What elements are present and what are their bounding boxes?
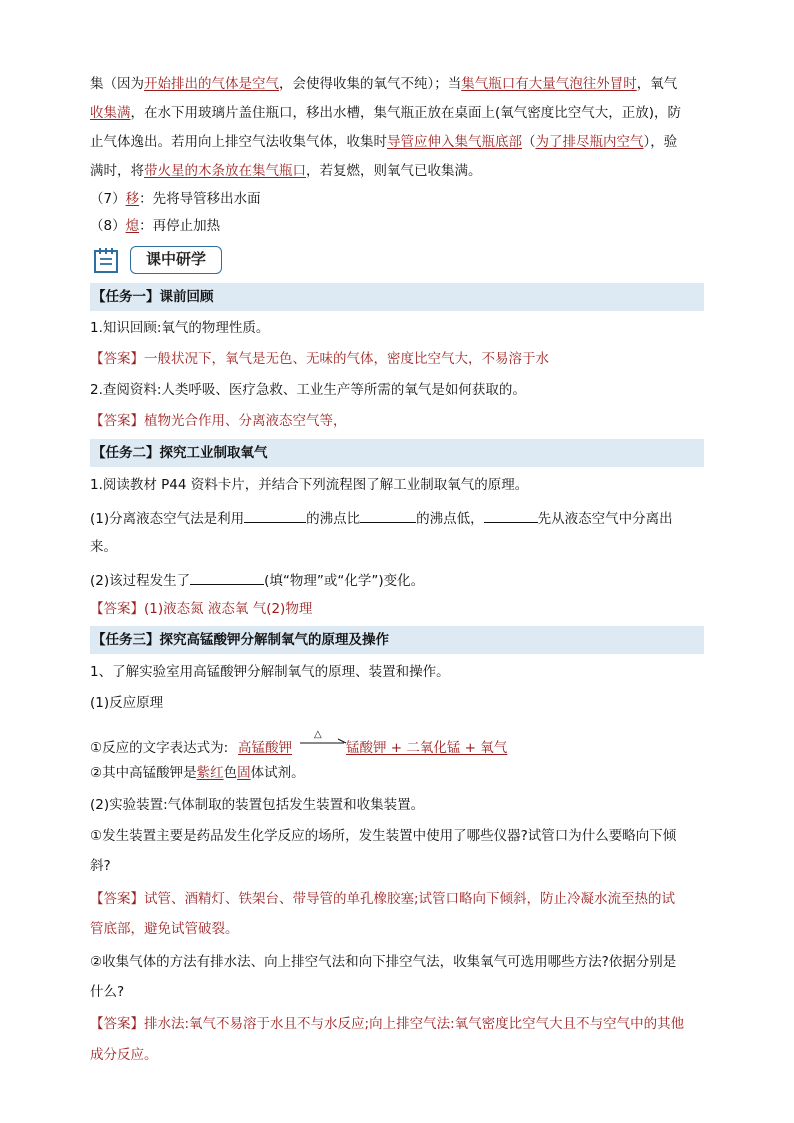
task-1-question-1: 1.知识回顾:氧气的物理性质。 [90, 320, 270, 336]
text: ，若复燃，则氧气已收集满。 [306, 163, 482, 179]
text: ，在水下用玻璃片盖住瓶口，移出水槽，集气瓶正放在桌面上(氧气密度比空气大，正放)，防 [130, 105, 682, 121]
section-title: 课中研学 [130, 246, 222, 274]
products: 锰酸钾 + 二氧化锰 + 氧气 [346, 740, 508, 756]
text: 集（因为 [90, 76, 144, 92]
task-3-question-1: 1、了解实验室用高锰酸钾分解制氧气的原理、装置和操作。 [90, 664, 450, 680]
text: ，会使得收集的氧气不纯）；当 [279, 76, 462, 92]
fill-blank[interactable] [360, 510, 416, 523]
device-answer-cont: 管底部，避免试管破裂。 [90, 921, 239, 937]
task-1-header: 【任务一】课前回顾 [90, 283, 704, 311]
reaction-arrow-icon [300, 738, 348, 748]
task-1-answer-1: 【答案】一般状况下，氧气是无色、无味的气体，密度比空气大，不易溶于水 [90, 351, 549, 367]
step-8: （8）熄：再停止加热 [90, 218, 221, 234]
reaction-equation: ①反应的文字表达式为: 高锰酸钾 △ 锰酸钾 + 二氧化锰 + 氧气 [90, 729, 508, 756]
task-2-answer: 【答案】(1)液态氮 液态氧 气(2)物理 [90, 601, 313, 617]
reagent-description: ②其中高锰酸钾是紫红色固体试剂。 [90, 765, 305, 781]
task-2-question-1-2: (2)该过程发生了 (填“物理”或“化学”)变化。 [90, 573, 425, 589]
text: 满时，将 [90, 163, 144, 179]
highlight-text: 开始排出的气体是空气 [144, 76, 279, 92]
apparatus-heading: (2)实验装置:气体制取的装置包括发生装置和收集装置。 [90, 797, 425, 813]
text: ），验 [643, 134, 678, 150]
text: （ [522, 134, 536, 150]
device-answer: 【答案】试管、酒精灯、铁架台、带导管的单孔橡胶塞;试管口略向下倾斜，防止冷凝水流至热的试 [90, 891, 676, 907]
collection-answer-cont: 成分反应。 [90, 1047, 158, 1063]
task-2-header: 【任务二】探究工业制取氧气 [90, 439, 704, 467]
reactant: 高锰酸钾 [238, 740, 292, 756]
text: 止气体逸出。若用向上排空气法收集气体，收集时 [90, 134, 387, 150]
paragraph-line [90, 136, 677, 150]
paragraph-line [90, 78, 677, 92]
device-question-cont: 斜? [90, 858, 111, 874]
task-3-header: 【任务三】探究高锰酸钾分解制氧气的原理及操作 [90, 626, 704, 654]
task-2-question-1-1-cont: 来。 [90, 539, 117, 555]
heat-condition: △ [314, 729, 322, 740]
fill-blank[interactable] [484, 510, 538, 523]
device-question: ①发生装置主要是药品发生化学反应的场所，发生装置中使用了哪些仪器?试管口为什么要略向下倾 [90, 828, 677, 844]
section-header [90, 244, 290, 278]
highlight-text: 收集满 [90, 105, 131, 121]
collection-answer: 【答案】排水法:氧气不易溶于水且不与水反应;向上排空气法:氧气密度比空气大且不与空气中的其他 [90, 1016, 685, 1032]
collection-question: ②收集气体的方法有排水法、向上排空气法和向下排空气法，收集氧气可选用哪些方法?依据分别是 [90, 954, 677, 970]
fill-blank[interactable] [190, 572, 264, 585]
task-1-answer-2: 【答案】植物光合作用、分离液态空气等， [90, 413, 347, 429]
task-2-question-1: 1.阅读教材 P44 资料卡片，并结合下列流程图了解工业制取氧气的原理。 [90, 477, 529, 493]
task-2-question-1-1: (1)分离液态空气法是利用 的沸点比 的沸点低， 先从液态空气中分离出 [90, 511, 673, 527]
highlight-text: 带火星的木条放在集气瓶口 [144, 163, 306, 179]
notepad-icon [92, 246, 120, 274]
fill-blank[interactable] [244, 510, 306, 523]
step-7: （7）移：先将导管移出水面 [90, 191, 261, 207]
highlight-text: 为了排尽瓶内空气 [535, 134, 644, 150]
text: ，氧气 [636, 76, 678, 92]
reaction-principle-heading: (1)反应原理 [90, 695, 164, 711]
paragraph-line [90, 165, 482, 179]
highlight-text: 导管应伸入集气瓶底部 [387, 134, 522, 150]
task-1-question-2: 2.查阅资料:人类呼吸、医疗急救、工业生产等所需的氧气是如何获取的。 [90, 382, 526, 398]
paragraph-line [90, 107, 681, 121]
highlight-text: 集气瓶口有大量气泡往外冒时 [461, 76, 637, 92]
collection-question-cont: 什么? [90, 984, 125, 1000]
